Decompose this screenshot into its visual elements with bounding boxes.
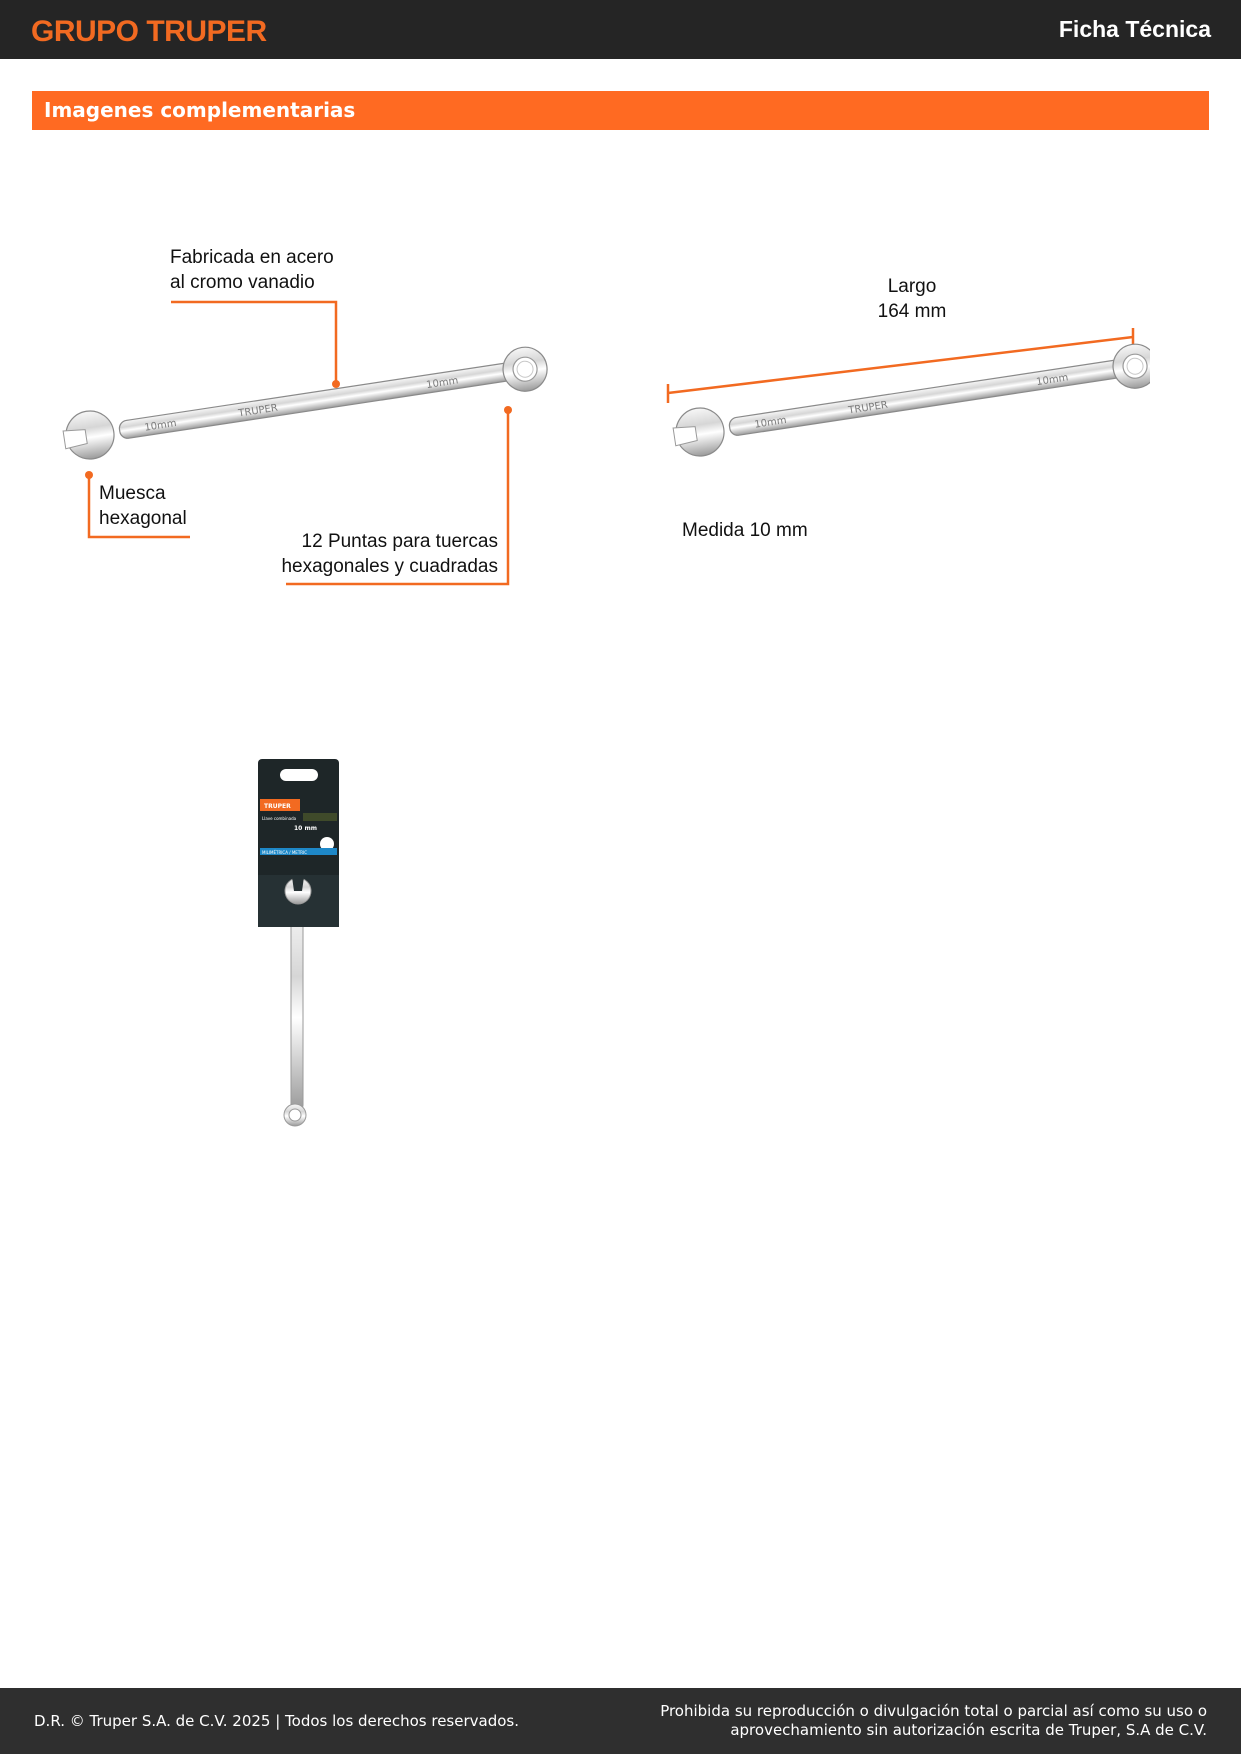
brand-engraving: TRUPER <box>847 399 889 417</box>
section-header <box>32 91 1209 130</box>
packaging-system: MILIMÉTRICA / METRIC <box>262 850 308 855</box>
section-title: Imagenes complementarias <box>44 98 356 122</box>
open-end-size-engraving: 10mm <box>143 418 178 434</box>
wrench-dimension-diagram <box>650 320 1150 480</box>
packaging-brand: TRUPER <box>264 803 291 810</box>
copyright-text: D.R. © Truper S.A. de C.V. 2025 | Todos los derechos reservados. <box>34 1712 519 1730</box>
twelve-points-callout: 12 Puntas para tuercas hexagonales y cuadradas <box>281 531 498 577</box>
packaging-product-name: Llave combinada <box>262 816 297 821</box>
box-end-size-engraving: 10mm <box>425 375 460 392</box>
packaging-size: 10 mm <box>294 825 317 832</box>
product-packaging-image <box>250 755 350 1135</box>
size-label: Medida 10 mm <box>682 520 808 541</box>
box-end-size-engraving: 10mm <box>1035 372 1070 389</box>
notch-callout: Muesca hexagonal <box>99 483 187 529</box>
length-label: Largo 164 mm <box>877 276 947 322</box>
legal-notice: Prohibida su reproducción o divulgación total o parcial así como su uso o aprovechamiento sin autorización escrita de Truper, S.A de C.V. <box>660 1702 1207 1739</box>
open-end-size-engraving: 10mm <box>753 415 788 431</box>
brand-engraving: TRUPER <box>237 402 279 420</box>
notch-leader-dot <box>85 471 93 479</box>
combination-wrench-image <box>671 339 1150 459</box>
document-type-title: Ficha Técnica <box>1058 16 1211 42</box>
combination-wrench-image <box>61 342 551 462</box>
points-leader-dot <box>504 406 512 414</box>
material-leader-line <box>171 302 336 384</box>
page-header <box>0 0 1241 59</box>
material-callout: Fabricada en acero al cromo vanadio <box>170 247 334 293</box>
brand-logo: GRUPO TRUPER <box>31 15 267 48</box>
page-footer <box>0 1688 1241 1754</box>
material-leader-dot <box>332 380 340 388</box>
